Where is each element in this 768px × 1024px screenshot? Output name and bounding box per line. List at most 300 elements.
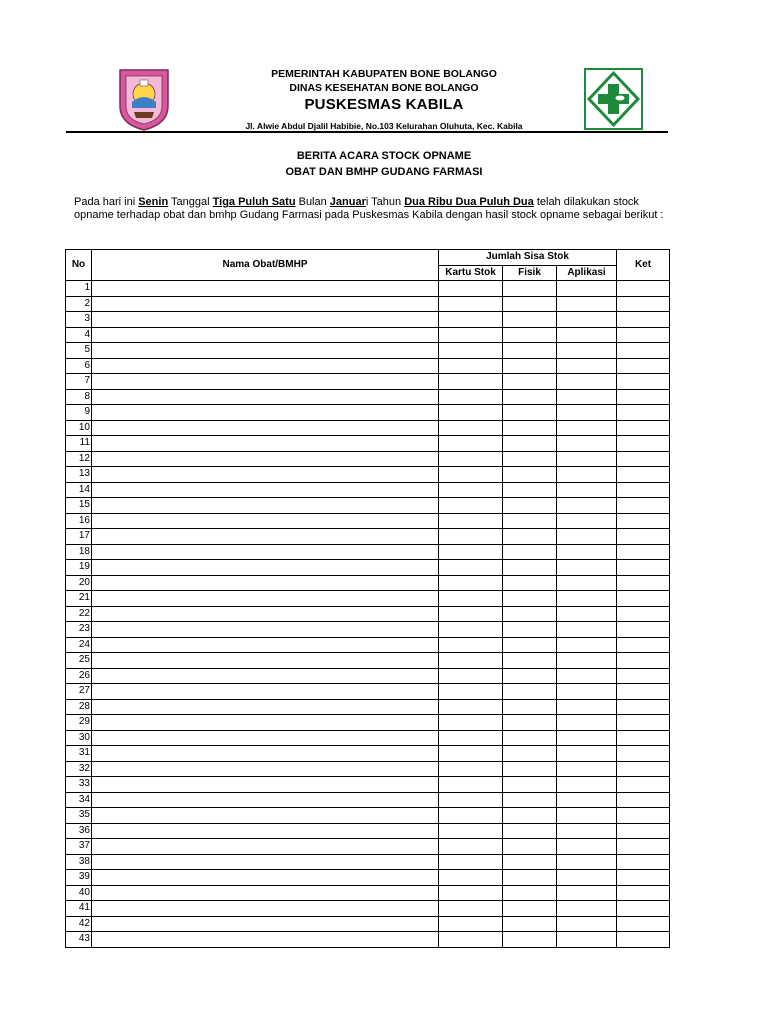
header-address: Jl. Alwie Abdul Djalil Habibie, No.103 Kelurahan Oluhuta, Kec. Kabila [245, 121, 523, 131]
name-cell [92, 808, 439, 824]
row-number: 33 [66, 777, 92, 793]
table-row [66, 901, 670, 917]
kartu-cell [439, 916, 503, 932]
fisik-cell [503, 389, 557, 405]
aplikasi-cell [557, 606, 617, 622]
table-row [66, 405, 670, 421]
aplikasi-cell [557, 761, 617, 777]
row-number: 35 [66, 808, 92, 824]
col-header-aplikasi: Aplikasi [557, 265, 617, 281]
row-number: 41 [66, 901, 92, 917]
name-cell [92, 637, 439, 653]
name-cell [92, 854, 439, 870]
fisik-cell [503, 761, 557, 777]
kartu-cell [439, 420, 503, 436]
kartu-cell [439, 296, 503, 312]
fisik-cell [503, 653, 557, 669]
fisik-cell [503, 668, 557, 684]
name-cell [92, 668, 439, 684]
fisik-cell [503, 281, 557, 297]
table-row [66, 622, 670, 638]
table-row [66, 668, 670, 684]
fisik-cell [503, 436, 557, 452]
name-cell [92, 746, 439, 762]
row-number: 1 [66, 281, 92, 297]
aplikasi-cell [557, 281, 617, 297]
col-header-stock-group: Jumlah Sisa Stok [439, 250, 617, 266]
table-row [66, 436, 670, 452]
table-row [66, 653, 670, 669]
kartu-cell [439, 901, 503, 917]
table-row [66, 591, 670, 607]
table-row [66, 358, 670, 374]
kartu-cell [439, 560, 503, 576]
kartu-cell [439, 885, 503, 901]
ket-cell [617, 343, 670, 359]
row-number: 9 [66, 405, 92, 421]
row-number: 26 [66, 668, 92, 684]
table-row [66, 420, 670, 436]
kartu-cell [439, 730, 503, 746]
aplikasi-cell [557, 839, 617, 855]
row-number: 8 [66, 389, 92, 405]
fisik-cell [503, 529, 557, 545]
aplikasi-cell [557, 529, 617, 545]
name-cell [92, 296, 439, 312]
name-cell [92, 560, 439, 576]
fisik-cell [503, 684, 557, 700]
aplikasi-cell [557, 467, 617, 483]
name-cell [92, 405, 439, 421]
table-row [66, 761, 670, 777]
name-cell [92, 420, 439, 436]
intro-paragraph: Pada hari ini Senin Tanggal Tiga Puluh Satu Bulan Januari Tahun Dua Ribu Dua Puluh Dua telah dilakukan stock opname terhadap obat dan bmhp Gudang Farmasi pada Puskesmas Kabila dengan hasil stock opname sebagai berikut : [74, 196, 664, 221]
fisik-cell [503, 420, 557, 436]
aplikasi-cell [557, 296, 617, 312]
name-cell [92, 823, 439, 839]
kartu-cell [439, 715, 503, 731]
aplikasi-cell [557, 544, 617, 560]
year-value: Dua Ribu Dua Puluh Dua [404, 196, 534, 208]
fisik-cell [503, 451, 557, 467]
aplikasi-cell [557, 560, 617, 576]
ket-cell [617, 637, 670, 653]
fisik-cell [503, 467, 557, 483]
col-header-kartu: Kartu Stok [439, 265, 503, 281]
ket-cell [617, 668, 670, 684]
header-institution: PUSKESMAS KABILA [304, 96, 464, 113]
aplikasi-cell [557, 513, 617, 529]
ket-cell [617, 327, 670, 343]
ket-cell [617, 560, 670, 576]
name-cell [92, 606, 439, 622]
kartu-cell [439, 436, 503, 452]
month-value: Januar [329, 196, 366, 208]
name-cell [92, 327, 439, 343]
row-number: 29 [66, 715, 92, 731]
fisik-cell [503, 715, 557, 731]
col-header-name: Nama Obat/BMHP [92, 250, 439, 281]
row-number: 40 [66, 885, 92, 901]
header-government: PEMERINTAH KABUPATEN BONE BOLANGO [271, 68, 497, 80]
ket-cell [617, 854, 670, 870]
fisik-cell [503, 358, 557, 374]
ket-cell [617, 544, 670, 560]
fisik-cell [503, 885, 557, 901]
aplikasi-cell [557, 405, 617, 421]
row-number: 28 [66, 699, 92, 715]
fisik-cell [503, 699, 557, 715]
aplikasi-cell [557, 312, 617, 328]
ket-cell [617, 420, 670, 436]
fisik-cell [503, 637, 557, 653]
table-row [66, 467, 670, 483]
ket-cell [617, 606, 670, 622]
table-row [66, 281, 670, 297]
aplikasi-cell [557, 482, 617, 498]
fisik-cell [503, 591, 557, 607]
kartu-cell [439, 575, 503, 591]
row-number: 31 [66, 746, 92, 762]
name-cell [92, 870, 439, 886]
fisik-cell [503, 932, 557, 948]
row-number: 30 [66, 730, 92, 746]
ket-cell [617, 529, 670, 545]
kartu-cell [439, 637, 503, 653]
fisik-cell [503, 374, 557, 390]
table-row [66, 529, 670, 545]
kartu-cell [439, 932, 503, 948]
aplikasi-cell [557, 591, 617, 607]
ket-cell [617, 436, 670, 452]
table-row [66, 606, 670, 622]
ket-cell [617, 839, 670, 855]
aplikasi-cell [557, 885, 617, 901]
row-number: 22 [66, 606, 92, 622]
col-header-no: No [66, 250, 92, 281]
row-number: 15 [66, 498, 92, 514]
table-row [66, 932, 670, 948]
aplikasi-cell [557, 575, 617, 591]
name-cell [92, 715, 439, 731]
aplikasi-cell [557, 777, 617, 793]
kartu-cell [439, 870, 503, 886]
fisik-cell [503, 327, 557, 343]
aplikasi-cell [557, 343, 617, 359]
kartu-cell [439, 792, 503, 808]
table-row [66, 746, 670, 762]
fisik-cell [503, 513, 557, 529]
ket-cell [617, 389, 670, 405]
row-number: 5 [66, 343, 92, 359]
kartu-cell [439, 281, 503, 297]
kartu-cell [439, 823, 503, 839]
stock-table [65, 249, 670, 948]
name-cell [92, 575, 439, 591]
name-cell [92, 699, 439, 715]
fisik-cell [503, 560, 557, 576]
name-cell [92, 839, 439, 855]
kartu-cell [439, 684, 503, 700]
table-row [66, 327, 670, 343]
fisik-cell [503, 916, 557, 932]
name-cell [92, 374, 439, 390]
header-divider [66, 131, 668, 133]
aplikasi-cell [557, 668, 617, 684]
name-cell [92, 343, 439, 359]
kartu-cell [439, 327, 503, 343]
ket-cell [617, 808, 670, 824]
row-number: 32 [66, 761, 92, 777]
kartu-cell [439, 808, 503, 824]
ket-cell [617, 312, 670, 328]
ket-cell [617, 653, 670, 669]
table-row [66, 296, 670, 312]
name-cell [92, 901, 439, 917]
name-cell [92, 544, 439, 560]
kartu-cell [439, 839, 503, 855]
name-cell [92, 622, 439, 638]
name-cell [92, 436, 439, 452]
table-row [66, 823, 670, 839]
table-row [66, 389, 670, 405]
ket-cell [617, 761, 670, 777]
aplikasi-cell [557, 637, 617, 653]
row-number: 25 [66, 653, 92, 669]
fisik-cell [503, 792, 557, 808]
fisik-cell [503, 622, 557, 638]
kartu-cell [439, 467, 503, 483]
name-cell [92, 792, 439, 808]
row-number: 23 [66, 622, 92, 638]
row-number: 13 [66, 467, 92, 483]
fisik-cell [503, 870, 557, 886]
name-cell [92, 932, 439, 948]
ket-cell [617, 684, 670, 700]
row-number: 14 [66, 482, 92, 498]
kartu-cell [439, 746, 503, 762]
ket-cell [617, 730, 670, 746]
name-cell [92, 653, 439, 669]
name-cell [92, 389, 439, 405]
table-row [66, 916, 670, 932]
ket-cell [617, 575, 670, 591]
table-row [66, 885, 670, 901]
fisik-cell [503, 312, 557, 328]
kartu-cell [439, 498, 503, 514]
ket-cell [617, 482, 670, 498]
row-number: 19 [66, 560, 92, 576]
aplikasi-cell [557, 420, 617, 436]
table-row [66, 498, 670, 514]
table-row [66, 715, 670, 731]
row-number: 27 [66, 684, 92, 700]
table-row [66, 482, 670, 498]
aplikasi-cell [557, 327, 617, 343]
ket-cell [617, 746, 670, 762]
kartu-cell [439, 668, 503, 684]
ket-cell [617, 467, 670, 483]
aplikasi-cell [557, 870, 617, 886]
aplikasi-cell [557, 730, 617, 746]
fisik-cell [503, 343, 557, 359]
aplikasi-cell [557, 498, 617, 514]
ket-cell [617, 715, 670, 731]
aplikasi-cell [557, 715, 617, 731]
table-row [66, 777, 670, 793]
aplikasi-cell [557, 653, 617, 669]
col-header-ket: Ket [617, 250, 670, 281]
name-cell [92, 312, 439, 328]
ket-cell [617, 281, 670, 297]
row-number: 11 [66, 436, 92, 452]
name-cell [92, 498, 439, 514]
row-number: 16 [66, 513, 92, 529]
aplikasi-cell [557, 901, 617, 917]
fisik-cell [503, 808, 557, 824]
kartu-cell [439, 544, 503, 560]
name-cell [92, 761, 439, 777]
ket-cell [617, 916, 670, 932]
kartu-cell [439, 389, 503, 405]
aplikasi-cell [557, 436, 617, 452]
ket-cell [617, 901, 670, 917]
aplikasi-cell [557, 854, 617, 870]
row-number: 12 [66, 451, 92, 467]
row-number: 42 [66, 916, 92, 932]
ket-cell [617, 405, 670, 421]
aplikasi-cell [557, 358, 617, 374]
fisik-cell [503, 730, 557, 746]
table-row [66, 374, 670, 390]
table-row [66, 544, 670, 560]
row-number: 10 [66, 420, 92, 436]
document-title: BERITA ACARA STOCK OPNAME [296, 150, 472, 162]
table-row [66, 839, 670, 855]
name-cell [92, 529, 439, 545]
day-value: Senin [138, 196, 169, 208]
table-row [66, 730, 670, 746]
name-cell [92, 730, 439, 746]
ket-cell [617, 374, 670, 390]
table-row [66, 854, 670, 870]
name-cell [92, 281, 439, 297]
kartu-cell [439, 591, 503, 607]
table-row [66, 808, 670, 824]
table-row [66, 637, 670, 653]
name-cell [92, 358, 439, 374]
table-row [66, 792, 670, 808]
fisik-cell [503, 854, 557, 870]
row-number: 43 [66, 932, 92, 948]
row-number: 39 [66, 870, 92, 886]
row-number: 17 [66, 529, 92, 545]
ket-cell [617, 699, 670, 715]
aplikasi-cell [557, 932, 617, 948]
kartu-cell [439, 513, 503, 529]
row-number: 38 [66, 854, 92, 870]
row-number: 37 [66, 839, 92, 855]
kartu-cell [439, 358, 503, 374]
row-number: 18 [66, 544, 92, 560]
name-cell [92, 482, 439, 498]
fisik-cell [503, 901, 557, 917]
kartu-cell [439, 854, 503, 870]
fisik-cell [503, 746, 557, 762]
table-row [66, 343, 670, 359]
kartu-cell [439, 529, 503, 545]
ket-cell [617, 591, 670, 607]
header-department: DINAS KESEHATAN BONE BOLANGO [289, 82, 479, 94]
row-number: 21 [66, 591, 92, 607]
row-number: 24 [66, 637, 92, 653]
ket-cell [617, 358, 670, 374]
aplikasi-cell [557, 916, 617, 932]
row-number: 3 [66, 312, 92, 328]
kartu-cell [439, 761, 503, 777]
ket-cell [617, 885, 670, 901]
aplikasi-cell [557, 622, 617, 638]
fisik-cell [503, 296, 557, 312]
aplikasi-cell [557, 823, 617, 839]
ket-cell [617, 498, 670, 514]
name-cell [92, 451, 439, 467]
aplikasi-cell [557, 746, 617, 762]
name-cell [92, 684, 439, 700]
name-cell [92, 885, 439, 901]
fisik-cell [503, 544, 557, 560]
table-row [66, 312, 670, 328]
kartu-cell [439, 777, 503, 793]
kartu-cell [439, 343, 503, 359]
kartu-cell [439, 699, 503, 715]
row-number: 4 [66, 327, 92, 343]
table-row [66, 699, 670, 715]
fisik-cell [503, 839, 557, 855]
kartu-cell [439, 312, 503, 328]
date-value: Tiga Puluh Satu [212, 196, 296, 208]
aplikasi-cell [557, 808, 617, 824]
fisik-cell [503, 823, 557, 839]
aplikasi-cell [557, 374, 617, 390]
ket-cell [617, 823, 670, 839]
name-cell [92, 591, 439, 607]
ket-cell [617, 777, 670, 793]
ket-cell [617, 792, 670, 808]
table-row [66, 684, 670, 700]
table-row [66, 513, 670, 529]
kartu-cell [439, 405, 503, 421]
aplikasi-cell [557, 389, 617, 405]
kartu-cell [439, 374, 503, 390]
document-subtitle: OBAT DAN BMHP GUDANG FARMASI [285, 166, 483, 178]
fisik-cell [503, 575, 557, 591]
kartu-cell [439, 606, 503, 622]
row-number: 2 [66, 296, 92, 312]
table-row [66, 870, 670, 886]
ket-cell [617, 622, 670, 638]
name-cell [92, 513, 439, 529]
table-row [66, 451, 670, 467]
row-number: 6 [66, 358, 92, 374]
ket-cell [617, 451, 670, 467]
kartu-cell [439, 451, 503, 467]
aplikasi-cell [557, 699, 617, 715]
name-cell [92, 777, 439, 793]
fisik-cell [503, 777, 557, 793]
name-cell [92, 467, 439, 483]
aplikasi-cell [557, 451, 617, 467]
